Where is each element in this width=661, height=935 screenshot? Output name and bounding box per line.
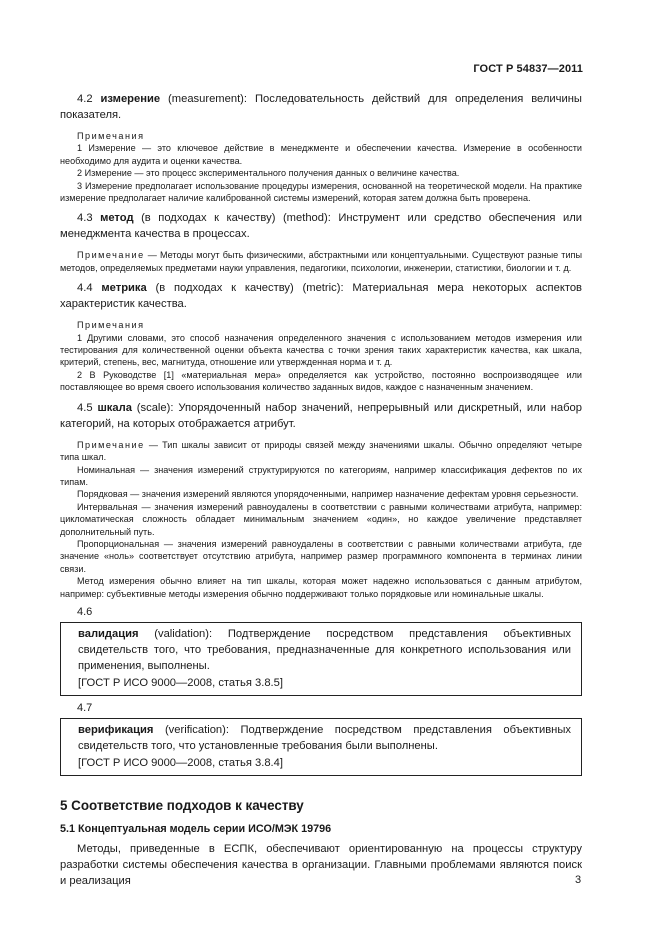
term-number: 4.7: [77, 701, 93, 714]
document-code-header: ГОСТ Р 54837—2011: [473, 63, 583, 75]
note-item: 1 Другими словами, это способ назначения определенного значения с использованием методов измерения или тестирования для количественной оценки объекта качества с точки зрения таких характеристик качества, как шкала, критерий, степень, вес, магнитуда, отношение или утвержденная норма и т. д.: [60, 332, 582, 368]
term-name: измерение: [100, 93, 161, 105]
notes-heading: Примечания: [77, 131, 145, 141]
source-reference: [ГОСТ Р ИСО 9000—2008, статья 3.8.5]: [78, 676, 284, 689]
notes-heading: Примечания: [77, 320, 145, 331]
term-4-3: 4.3 метод (в подходах к качеству) (method): Инструмент или средство обеспечения или менеджмента качества в процессах.: [60, 212, 582, 241]
scale-type-paragraph: Метод измерения обычно влияет на тип шкалы, которая может надежно использоваться с данным атрибутом, например: субъективные методы измерения обычно поддерживают только порядковые или номинальные шкалы.: [60, 576, 582, 599]
term-name: метод: [100, 212, 134, 225]
note-item: 1 Измерение — это ключевое действие в менеджменте и обеспечении качества. Измерение в особенности необходимо для аудита и оценки качества.: [60, 143, 582, 166]
note-item: Примечание — Тип шкалы зависит от природы связей между значениями шкалы. Обычно определяют четыре типа шкал.: [60, 439, 582, 463]
note-item: 2 В Руководстве [1] «материальная мера» определяется как устройство, постоянно воспроизводящее или поставляющее во время своего использования количество заданных видов, каждое с назначенным значением.: [60, 369, 582, 393]
scale-type-paragraph: Порядковая — значения измерений являются упорядоченными, например назначение дефектам уровня серьезности.: [77, 489, 579, 500]
term-4-5: 4.5 шкала (scale): Упорядоченный набор значений, непрерывный или дискретный, или набор категорий, на которых отображается атрибут.: [60, 401, 582, 430]
subsection-title: 5.1 Концептуальная модель серии ИСО/МЭК 19796: [60, 822, 332, 835]
definition-box-verification: [60, 718, 582, 776]
definition-box-validation: [60, 622, 582, 696]
scale-type-paragraph: Интервальная — значения измерений равноудалены в соответствии с равными количествами атрибута, например: цикломатическая сложность обладает минимальным значением «один», но каждое увеличение представляет дополнительный путь.: [60, 501, 582, 537]
section-title: 5 Соответствие подходов к качеству: [60, 797, 304, 813]
note-item: 3 Измерение предполагает использование процедуры измерения, основанной на теоретической модели. На практике измерение предполагает наличие калиброванной системы измерений, которая затем должна быть проверена.: [60, 180, 582, 204]
term-name: верификация: [78, 723, 154, 736]
note-item: Примечание — Методы могут быть физическими, абстрактными или концептуальными. Существуют разные типы методов, определяемых предметами науки управления, педагогики, психологии, инженерии, статистики, биологии и т. д.: [60, 250, 582, 273]
scale-type-paragraph: Номинальная — значения измерений структурируются по категориям, например классификация дефектов по их типам.: [60, 464, 582, 487]
scale-type-paragraph: Пропорциональная — значения измерений равноудалены в соответствии с равными количествами атрибута, где значение «ноль» соответствует отсутствию атрибута, например размер программного компонента в терминах линии связи.: [60, 538, 582, 574]
body-paragraph: Методы, приведенные в ЕСПК, обеспечивают ориентированную на процессы структуру разработки системы обеспечения качества в организации. Главными проблемами являются поиск и реализация: [60, 842, 582, 887]
term-name: метрика: [101, 282, 147, 295]
term-4-4: 4.4 метрика (в подходах к качеству) (metric): Материальная мера некоторых аспектов характеристик качества.: [60, 282, 582, 311]
term-name: шкала: [97, 401, 132, 414]
source-reference: [ГОСТ Р ИСО 9000—2008, статья 3.8.4]: [78, 756, 284, 769]
note-item: 2 Измерение — это процесс экспериментального получения данных о величине качества.: [77, 168, 460, 179]
term-number: 4.6: [77, 605, 93, 618]
page-number: 3: [575, 874, 582, 886]
term-name: валидация: [78, 627, 139, 640]
page-content: [60, 91, 582, 889]
definition-text: верификация (verification): Подтверждение посредством представления объективных свидетельств того, что установленные требования были выполнены.: [78, 723, 571, 752]
definition-text: валидация (validation): Подтверждение посредством представления объективных свидетельств того, что требования, предназначенные для конкретного использования или применения, выполнены.: [78, 627, 571, 672]
term-4-2: 4.2 измерение (measurement): Последовательность действий для определения величины показателя.: [60, 93, 582, 121]
